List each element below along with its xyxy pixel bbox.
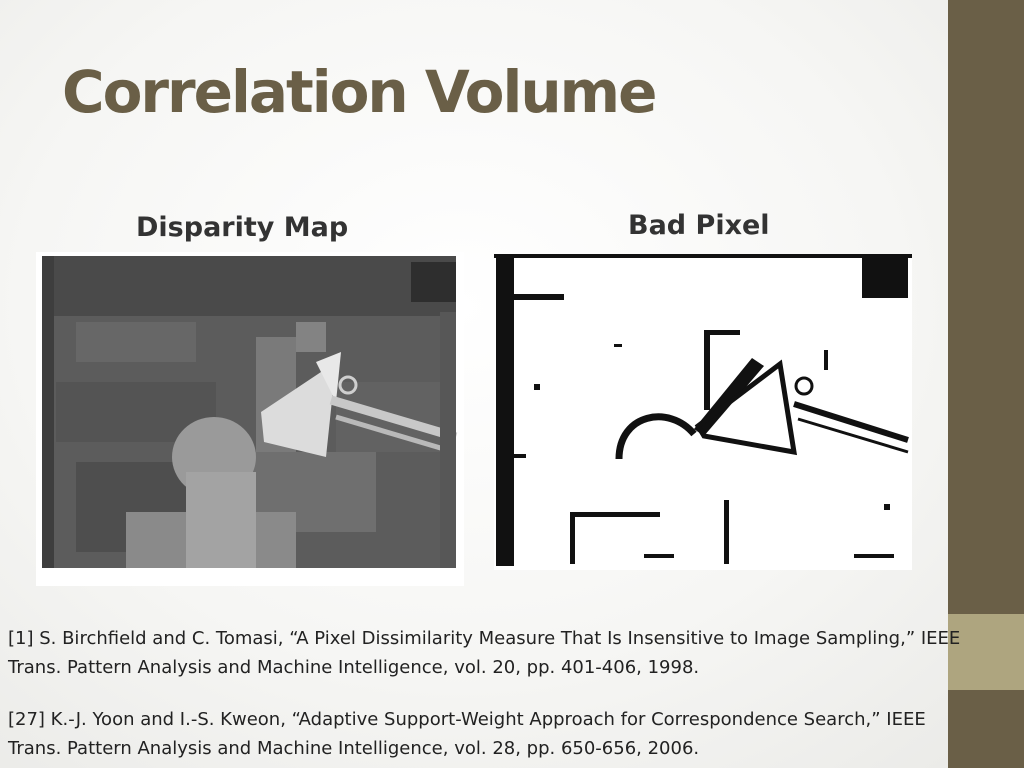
slide-title: Correlation Volume (62, 58, 656, 126)
reference-27: [27] K.-J. Yoon and I.-S. Kweon, “Adaptive Support-Weight Approach for Correspondence Search,” IEEE Trans. Pattern Analysis and Machine Intelligence, vol. 28, pp. 650-656, 2006. (8, 709, 926, 759)
bad-pixel-caption: Bad Pixel (628, 210, 770, 241)
bad-pixel-figure (494, 254, 912, 570)
disparity-map-figure (36, 252, 464, 586)
bad-pixel-image (494, 254, 912, 570)
reference-1: [1] S. Birchfield and C. Tomasi, “A Pixel Dissimilarity Measure That Is Insensitive to Image Sampling,” IEEE Trans. Pattern Analysis and Machine Intelligence, vol. 20, pp. 401-406, 1998. (8, 628, 961, 678)
disparity-map-caption: Disparity Map (136, 212, 349, 243)
disparity-map-image (36, 252, 464, 586)
